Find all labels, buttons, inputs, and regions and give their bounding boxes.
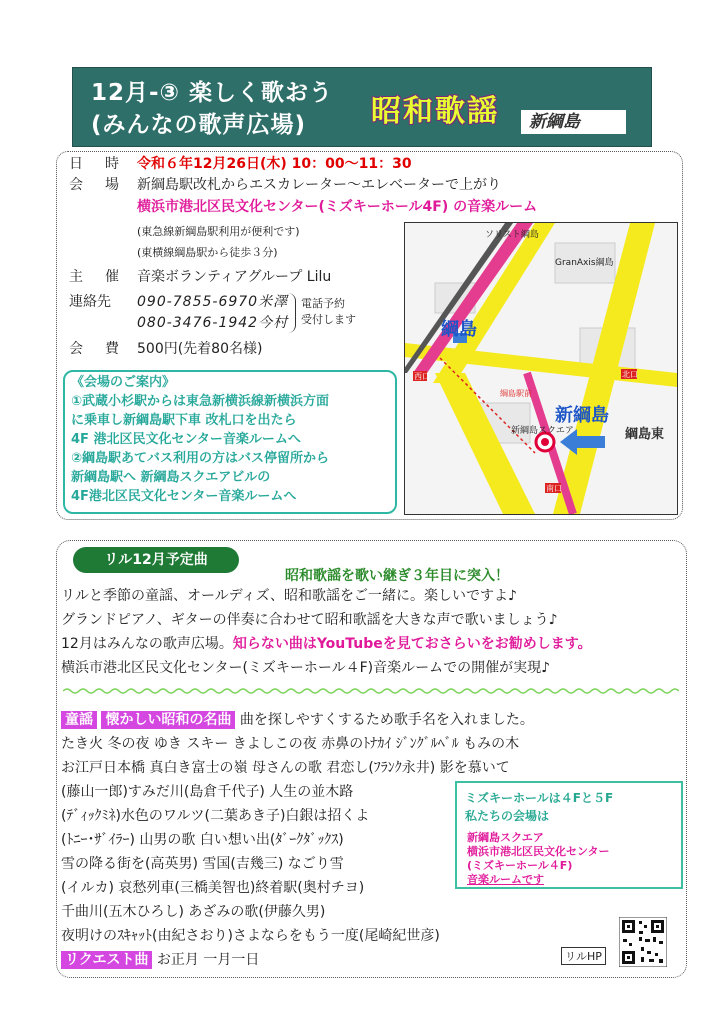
venue-line2: 横浜市港北区民文化センター(ミズキーホール4F) の音楽ルーム <box>137 199 538 215</box>
songs-header <box>61 711 534 729</box>
header-station: 新綱島 <box>521 110 626 134</box>
header-banner <box>72 67 652 147</box>
song-line: 千曲川(五木ひろし) あざみの歌(伊藤久男) <box>61 904 326 920</box>
venue-note1: (東急線新綱島駅利用が便利です) <box>137 225 300 238</box>
guide-line: 新綱島駅へ 新綱島スクエアビルの <box>71 470 271 485</box>
venue-note2: (東横線綱島駅から徒歩３分) <box>137 246 278 259</box>
qr-code-icon[interactable] <box>619 917 667 967</box>
venuebox-line2: 私たちの会場は <box>465 809 550 823</box>
phone2-row <box>137 314 288 332</box>
song-line: 雪の降る街を(高英男) 雪国(吉幾三) なごり雪 <box>61 856 344 872</box>
intro-line2: グランドピアノ、ギターの伴奏に合わせて昭和歌謡を大きな声で歌いましょう♪ <box>61 612 558 628</box>
tagline: 昭和歌謡を歌い継ぎ３年目に突入！ <box>285 568 509 584</box>
songs-intro: 曲を探しやすくするため歌手名を入れました。 <box>239 712 534 728</box>
request-tag: リクエスト曲 <box>61 951 152 969</box>
map-label-exit-west: 西口 <box>414 372 430 381</box>
header-line2: (みんなの歌声広場) <box>91 112 307 138</box>
map-label-shintsunashima: 新綱島 <box>555 405 609 426</box>
map-label-solist: ソリスト綱島 <box>485 230 539 240</box>
venue-label: 会 場 <box>69 177 123 193</box>
venue-line1: 新綱島駅改札からエスカレーター〜エレベーターで上がり <box>137 177 501 193</box>
tag-douyou: 童謡 <box>61 711 97 729</box>
host-row <box>69 268 331 286</box>
intro-line1: リルと季節の童謡、オールディズ、昭和歌謡をご一緒に。楽しいですよ♪ <box>61 588 517 604</box>
host-label: 主 催 <box>69 269 123 285</box>
guide-line: ②綱島駅あてバス利用の方はバス停留所から <box>71 451 330 466</box>
venue-guide-box <box>63 370 397 514</box>
wave-divider <box>63 687 679 695</box>
song-line: 夜明けのｽｷｬｯﾄ(由紀さおり)さよならをもう一度(尾崎紀世彦) <box>61 928 440 944</box>
area-map <box>404 222 678 515</box>
song-line: (ﾃﾞｨｯｸﾐﾈ)水色のワルツ(二葉あき子)白銀は招くよ <box>61 808 370 824</box>
map-label-station-small: 綱島駅前 <box>500 389 532 398</box>
contact-row <box>69 293 288 311</box>
map-label-tsunashima: 綱島 <box>441 319 477 340</box>
intro-line3-a: 12月はみんなの歌声広場。 <box>61 636 233 652</box>
song-line: (ﾄﾆｰ･ｻﾞｲﾗｰ) 山男の歌 白い想い出(ﾀﾞｰｸﾀﾞｯｸｽ) <box>61 832 344 848</box>
host-value: 音楽ボランティアグループ Lilu <box>137 269 332 285</box>
venuebox-line4: 横浜市港北区民文化センター <box>467 845 610 858</box>
phone-note2: 受付します <box>301 313 356 326</box>
map-label-square: 新綱島スクエア <box>511 426 574 436</box>
venuebox-line1: ミズキーホールは４Fと５F <box>465 791 614 805</box>
song-list-box <box>56 540 687 978</box>
date-label: 日 時 <box>69 156 123 172</box>
guide-line: に乗車し新綱島駅下車 改札口を出たら <box>71 413 297 428</box>
fee-value: 500円(先着80名様) <box>137 341 263 357</box>
guide-line: ①武蔵小杉駅からは東急新横浜線新横浜方面 <box>71 394 330 409</box>
contact-label: 連絡先 <box>69 294 111 310</box>
venue-row <box>69 176 501 194</box>
phone2: 080-3476-1942今村 <box>137 315 289 331</box>
venuebox-line5: (ミズキーホール４F) <box>467 859 573 872</box>
song-line: たき火 冬の夜 ゆき スキー きよしこの夜 赤鼻のﾄﾅｶｲ ｼﾞﾝｸﾞﾙﾍﾞﾙ もみの木 <box>61 736 520 752</box>
map-label-granaxis: GranAxis綱島 <box>555 258 614 268</box>
map-label-tsunashima-east: 綱島東 <box>625 427 665 442</box>
guide-line: 4F港北区民文化センター音楽ルームへ <box>71 489 297 504</box>
map-label-exit-north: 北口 <box>622 370 638 379</box>
tag-showa: 懐かしい昭和の名曲 <box>101 711 235 729</box>
date-row <box>69 155 412 173</box>
hp-label: リルHP <box>561 947 606 965</box>
venuebox-detail <box>467 831 610 887</box>
venue-line2-row <box>137 198 537 216</box>
date-value: 令和６年12月26日(木) 10：00〜11：30 <box>137 156 412 172</box>
phone-note1: 電話予約 <box>301 297 345 310</box>
fee-label: 会 費 <box>69 341 123 357</box>
guide-heading: 《会場のご案内》 <box>71 375 176 390</box>
header-line1: 12月-③ 楽しく歌おう <box>91 80 334 106</box>
intro-line3 <box>61 635 592 653</box>
guide-line: 4F 港北区民文化センター音楽ルームへ <box>71 432 301 447</box>
song-line: (イルカ) 哀愁列車(三橋美智也)終着駅(奥村チヨ) <box>61 880 365 896</box>
fee-row <box>69 340 262 358</box>
request-row <box>61 951 259 969</box>
venuebox-line3: 新綱島スクエア <box>467 831 544 844</box>
song-line: お江戸日本橋 真白き富士の嶺 母さんの歌 君恋し(ﾌﾗﾝｸ永井) 影を慕いて <box>61 760 510 776</box>
intro-line3-b: 知らない曲はYouTubeを見ておさらいをお勧めします。 <box>232 636 592 652</box>
event-info-box <box>56 151 683 520</box>
song-badge: リル12月予定曲 <box>73 547 239 573</box>
venuebox-line6: 音楽ルームです <box>467 873 544 886</box>
venue-note-box <box>455 781 683 889</box>
intro-line4: 横浜市港北区民文化センター(ミズキーホール４F)音楽ルームでの開催が実現♪ <box>61 660 551 676</box>
map-label-exit-south: 南口 <box>546 484 562 493</box>
phone-brace <box>285 293 296 333</box>
header-title: 昭和歌謡 <box>371 94 499 129</box>
phone1: 090-7855-6970米澤 <box>137 294 289 310</box>
request-value: お正月 一月一日 <box>156 952 260 968</box>
song-line: (藤山一郎)すみだ川(島倉千代子) 人生の並木路 <box>61 784 354 800</box>
